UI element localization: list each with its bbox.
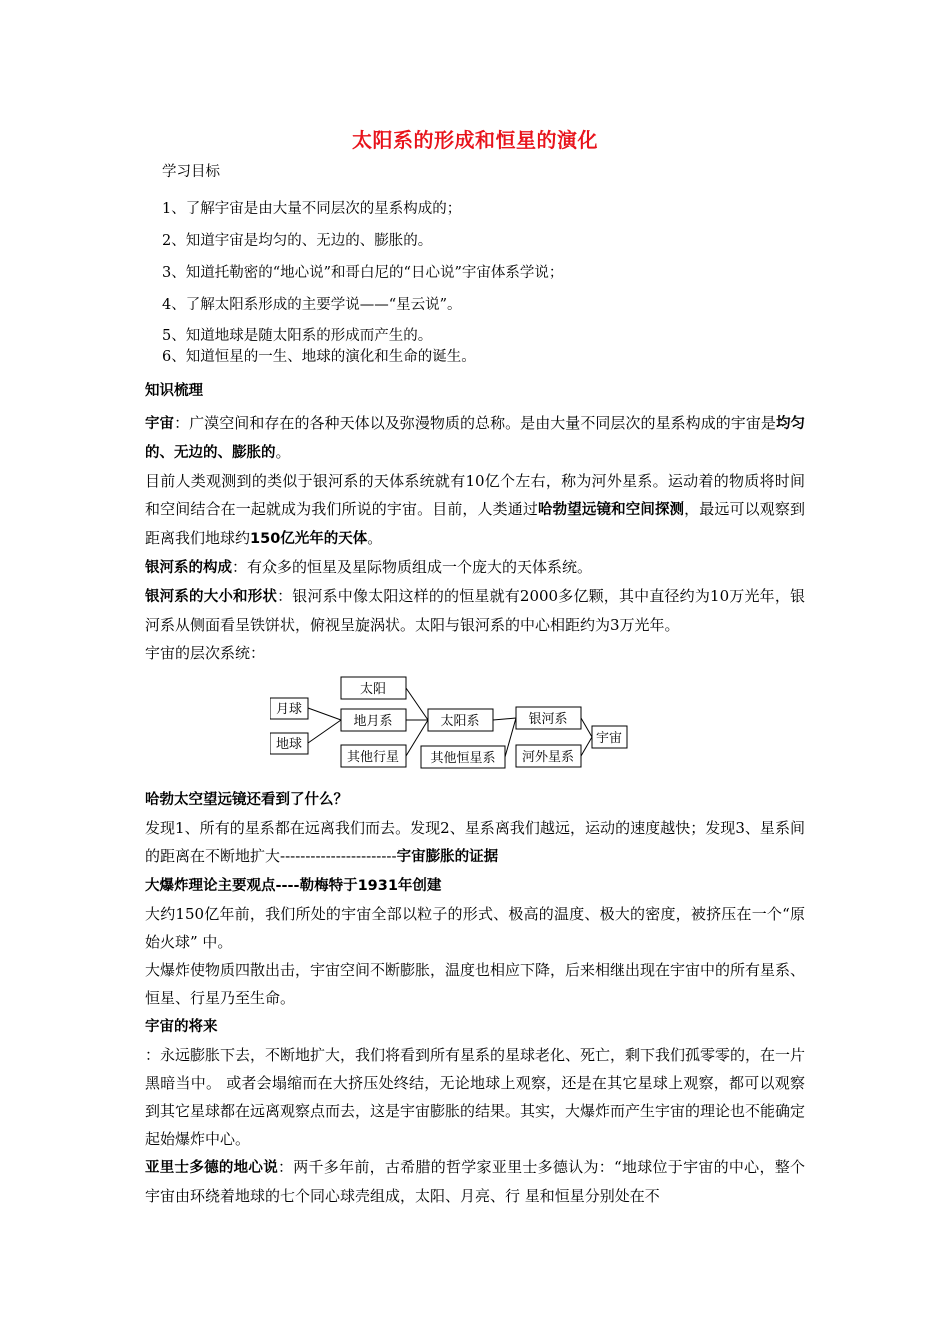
- universe-end: 。: [275, 443, 291, 461]
- connector: [308, 708, 341, 720]
- other-galaxies-label: 河外星系: [521, 750, 575, 765]
- observe-bold-2: 150亿光年的天体: [250, 531, 368, 547]
- connector: [505, 718, 516, 757]
- sun-label: 太阳: [359, 682, 387, 697]
- hierarchy-diagram: [145, 667, 805, 785]
- aristotle-paragraph: [145, 1153, 805, 1210]
- goals-heading: 学习目标: [162, 164, 220, 180]
- solar-system-label: 太阳系: [440, 714, 480, 729]
- universe-label-node: 宇宙: [595, 731, 623, 746]
- main-content: [145, 376, 805, 1210]
- galaxy-label: 银河系的构成: [145, 560, 232, 576]
- earth-moon-label: 地月系: [353, 714, 393, 729]
- bigbang-heading: 大爆炸理论主要观点----勒梅特于1931年创建: [145, 878, 442, 894]
- hubble-paragraph: [145, 814, 805, 871]
- moon-label: 月球: [275, 702, 303, 717]
- goal-item: 2、知道宇宙是均匀的、无边的、膨胀的。: [162, 233, 433, 249]
- observe-text-2: ，最远可以观察到距离我们地球约: [145, 500, 805, 547]
- milky-way-label: 银河系: [528, 712, 568, 727]
- page-title: 太阳系的形成和恒星的演化: [352, 128, 598, 152]
- hierarchy-label: 宇宙的层次系统：: [145, 644, 266, 662]
- connector: [308, 720, 341, 743]
- aristotle-text: ：两千多年前，古希腊的哲学家亚里士多德认为：“地球位于宇宙的中心，整个宇宙由环绕着地球的七个同心球壳组成，太阳、月亮、行 星和恒星分别处在不: [145, 1158, 805, 1205]
- hierarchy-diagram-svg: [270, 669, 680, 773]
- connector: [581, 718, 592, 737]
- hubble-bold: 宇宙膨胀的证据: [396, 849, 499, 865]
- universe-paragraph: [145, 409, 805, 467]
- connector: [406, 688, 428, 720]
- hubble-heading: 哈勃太空望远镜还看到了什么？: [145, 792, 348, 808]
- goal-item: 1、了解宇宙是由大量不同层次的星系构成的；: [162, 201, 462, 217]
- connector: [406, 720, 428, 756]
- aristotle-label: 亚里士多德的地心说: [145, 1160, 278, 1176]
- future-paragraph: ：永远膨胀下去，不断地扩大，我们将看到所有星系的星球老化、死亡，剩下我们孤零零的，在一片黑暗当中。 或者会塌缩而在大挤压处终结，无论地球上观察，还是在其它星球上观察，都可以观察到其它星球都在远离观察点而去，这是宇宙膨胀的结果。其实，大爆炸而产生宇宙的理论也不能确定起始爆炸中心。: [145, 1046, 806, 1148]
- goal-item: 4、了解太阳系形成的主要学说——“星云说”。: [162, 297, 462, 313]
- other-stars-label: 其他恒星系: [430, 751, 496, 766]
- goal-item: 3、知道托勒密的“地心说”和哥白尼的“日心说”宇宙体系学说；: [162, 265, 564, 281]
- goal-item: 5、知道地球是随太阳系的形成而产生的。: [162, 328, 433, 344]
- size-paragraph: [145, 582, 805, 639]
- goal-item: 6、知道恒星的一生、地球的演化和生命的诞生。: [162, 349, 476, 365]
- observe-bold: 哈勃望远镜和空间探测: [538, 502, 685, 518]
- connector: [581, 737, 592, 756]
- galaxy-paragraph: [145, 553, 805, 582]
- connector: [493, 718, 516, 720]
- size-label: 银河系的大小和形状: [145, 589, 278, 605]
- size-text: ：银河系中像太阳这样的的恒星就有2000多亿颗，其中直径约为10万光年，银河系从侧面看呈铁饼状，俯视呈旋涡状。太阳与银河系的中心相距约为3万光年。: [145, 587, 806, 634]
- other-planets-label: 其他行星: [346, 750, 400, 765]
- observe-paragraph: [145, 467, 805, 553]
- bigbang-paragraph-1: 大约150亿年前，我们所处的宇宙全部以粒子的形式、极高的温度、极大的密度，被挤压在一个“原始火球” 中。: [145, 905, 805, 951]
- galaxy-text: ：有众多的恒星及星际物质组成一个庞大的天体系统。: [232, 558, 593, 576]
- future-heading: 宇宙的将来: [145, 1019, 218, 1035]
- observe-text: 目前人类观测到的类似于银河系的天体系统就有10亿个左右，称为河外星系。运动着的物质将时间和空间结合在一起就成为我们所说的宇宙。目前，人类通过: [145, 472, 805, 518]
- earth-label: 地球: [275, 737, 303, 752]
- universe-text: ：广漠空间和存在的各种天体以及弥漫物质的总称。是由大量不同层次的星系构成的宇宙是: [174, 414, 776, 432]
- knowledge-heading: 知识梳理: [145, 383, 203, 399]
- universe-bold: 均匀的、无边的、膨胀的: [145, 416, 805, 461]
- observe-end: 。: [367, 529, 383, 547]
- bigbang-paragraph-2: 大爆炸使物质四散出击，宇宙空间不断膨胀，温度也相应下降，后来相继出现在宇宙中的所有星系、恒星、行星乃至生命。: [145, 961, 806, 1007]
- universe-label: 宇宙: [145, 416, 175, 432]
- hubble-text: 发现1、所有的星系都在远离我们而去。发现2、星系离我们越远，运动的速度越快；发现3、星系间的距离在不断地扩大-----------------------: [145, 819, 805, 865]
